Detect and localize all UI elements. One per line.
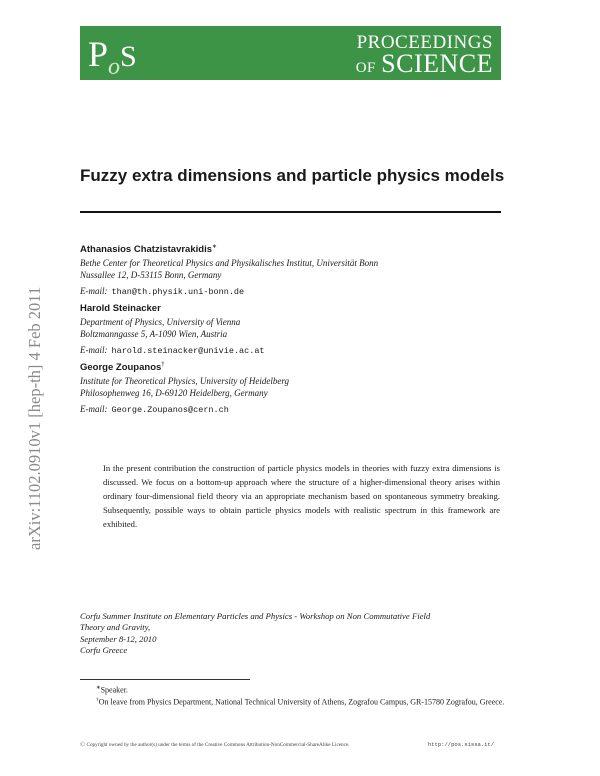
author-block-1 xyxy=(80,243,520,299)
author-affiliation: Department of Physics, University of Vienna xyxy=(80,317,241,327)
conference-info xyxy=(80,611,510,656)
author-name: George Zoupanos† xyxy=(80,362,165,374)
title-rule xyxy=(80,211,501,213)
svg-text:o: o xyxy=(108,54,120,78)
author-email[interactable]: than@th.physik.uni-bonn.de xyxy=(111,287,245,298)
banner-of: OF xyxy=(355,60,376,76)
author-block-3 xyxy=(80,362,520,417)
author-email[interactable]: harold.steinacker@univie.ac.at xyxy=(111,346,265,356)
pos-url[interactable]: http://pos.sissa.it/ xyxy=(428,741,495,748)
author-address: Nussallee 12, D-53115 Bonn, Germany xyxy=(80,269,222,280)
banner-proceedings: PROCEEDINGS xyxy=(356,32,493,53)
arxiv-identifier: arXiv:1102.0910v1 [hep-th] 4 Feb 2011 xyxy=(25,286,44,550)
author-affiliation: Institute for Theoretical Physics, University of Heidelberg xyxy=(80,376,290,387)
svg-text:P: P xyxy=(88,34,109,74)
svg-text:S: S xyxy=(120,40,137,73)
author-email-line: E-mail: George.Zoupanos@cern.ch xyxy=(80,404,229,416)
pos-logo xyxy=(86,30,142,78)
conference-location: Corfu Greece xyxy=(80,644,128,655)
footnote-rule xyxy=(80,679,250,680)
conference-name: Corfu Summer Institute on Elementary Particles and Physics - Workshop on Non Commutative Field xyxy=(80,611,431,621)
author-email-line: E-mail: harold.steinacker@univie.ac.at xyxy=(80,345,265,356)
author-affiliation: Bethe Center for Theoretical Physics and Physikalisches Institut, Universität Bonn xyxy=(80,258,379,269)
conference-name-cont: Theory and Gravity, xyxy=(80,622,151,633)
pos-banner xyxy=(80,26,501,80)
banner-of-science xyxy=(355,49,493,78)
arxiv-stamp xyxy=(10,205,44,550)
copyright-notice: Ⓒ Copyright owned by the author(s) under the terms of the Creative Commons Attribution-NonCommercial-ShareAlike Licence. xyxy=(80,742,350,748)
author-email-line: E-mail: than@th.physik.uni-bonn.de xyxy=(80,286,245,298)
banner-science: SCIENCE xyxy=(381,49,493,78)
abstract: In the present contribution the construction of particle physics models in theories with fuzzy extra dimensions is discussed. We focus on a bottom-up approach where the structure of a higher-dimensional theory arises within ordinary four-dimensional field theory via an appropriate mechanism based on spontaneous symmetry breaking. Subsequently, possible ways to obtain particle physics models with realistic spectrum in this framework are exhibited. xyxy=(103,463,500,529)
author-address: Philosophenweg 16, D-69120 Heidelberg, Germany xyxy=(80,387,268,398)
author-name: Athanasios Chatzistavrakidis∗ xyxy=(80,244,218,256)
paper-title: Fuzzy extra dimensions and particle physics models xyxy=(80,166,505,185)
conference-dates: September 8-12, 2010 xyxy=(80,633,157,644)
footnote-2: †On leave from Physics Department, National Technical University of Athens, Zografou Campus, GR-15780 Zografou, Greece. xyxy=(96,697,505,707)
author-address: Boltzmanngasse 5, A-1090 Wien, Austria xyxy=(80,328,228,339)
footnote-1: ∗Speaker. xyxy=(96,685,128,695)
author-email[interactable]: George.Zoupanos@cern.ch xyxy=(111,405,229,416)
author-name: Harold Steinacker xyxy=(80,303,161,314)
author-block-2 xyxy=(80,303,520,358)
